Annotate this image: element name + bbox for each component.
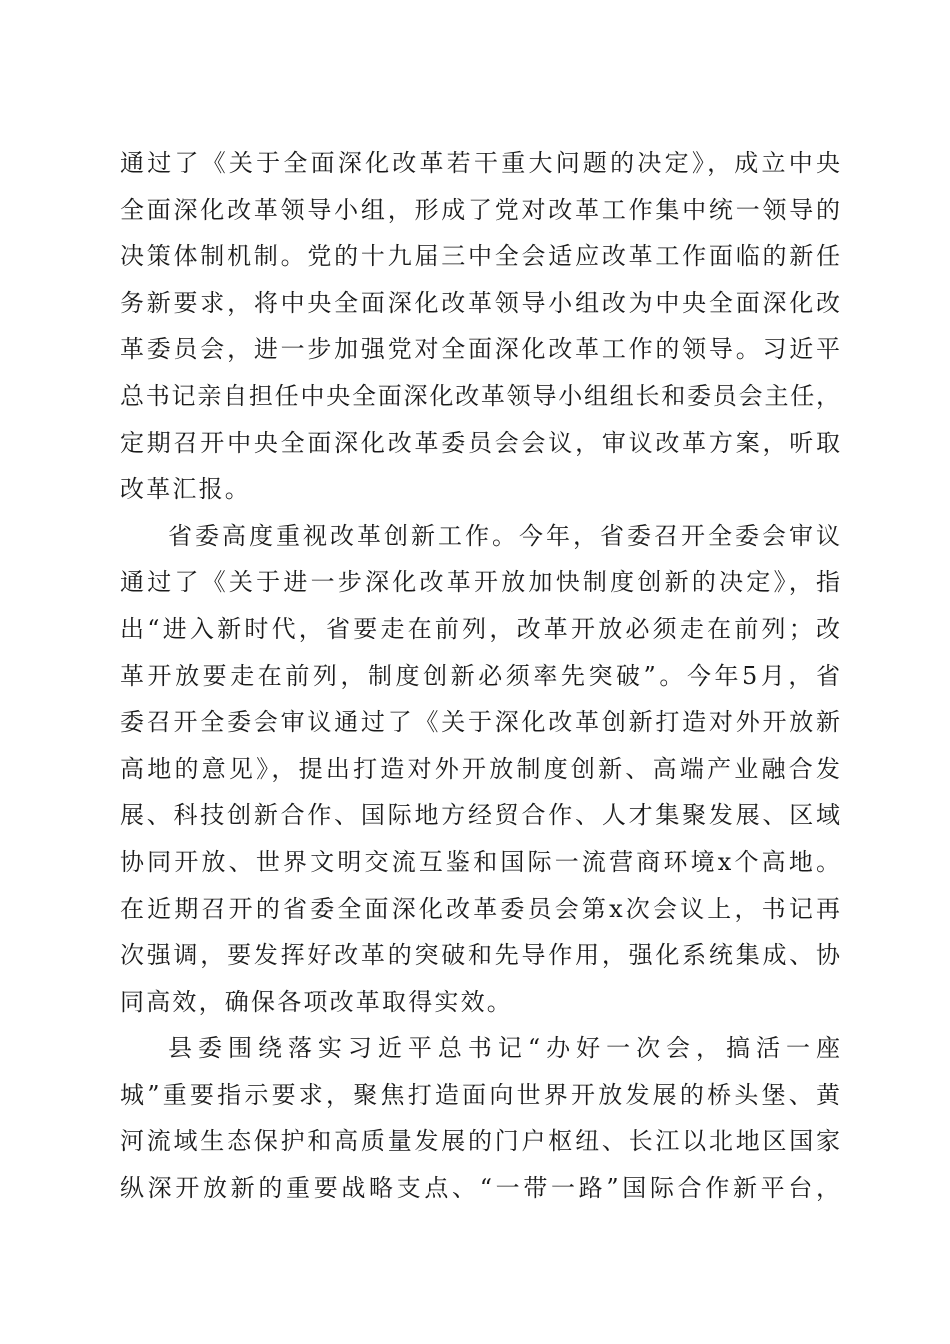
text-line: 通过了《关于进一步深化改革开放加快制度创新的决定》，指 [120,568,840,597]
text-line: 高地的意见》，提出打造对外开放制度创新、高端产业融合发 [120,754,840,783]
text-line: 展、科技创新合作、国际地方经贸合作、人才集聚发展、区域 [120,801,840,830]
body-text [120,140,840,1212]
text-line: 改革汇报。 [120,475,251,504]
text-line: 河流域生态保护和高质量发展的门户枢纽、长江以北地区国家 [120,1127,840,1156]
text-line: 协同开放、世界文明交流互鉴和国际一流营商环境x个高地。 [120,847,840,876]
text-line: 县委围绕落实习近平总书记“办好一次会，搞活一座 [168,1034,840,1063]
text-line: 务新要求，将中央全面深化改革领导小组改为中央全面深化改 [120,288,840,317]
text-line: 城”重要指示要求，聚焦打造面向世界开放发展的桥头堡、黄 [120,1080,840,1109]
text-line: 革开放要走在前列，制度创新必须率先突破”。今年5月，省 [120,661,840,690]
text-line: 决策体制机制。党的十九届三中全会适应改革工作面临的新任 [120,242,840,271]
text-line: 革委员会，进一步加强党对全面深化改革工作的领导。习近平 [120,335,840,364]
text-line: 通过了《关于全面深化改革若干重大问题的决定》，成立中央 [120,149,840,177]
text-line: 同高效，确保各项改革取得实效。 [120,987,513,1016]
text-line: 出“进入新时代，省要走在前列，改革开放必须走在前列；改 [120,614,840,643]
text-line: 次强调，要发挥好改革的突破和先导作用，强化系统集成、协 [120,941,840,970]
text-line: 省委高度重视改革创新工作。今年，省委召开全委会审议 [168,521,840,550]
text-line: 在近期召开的省委全面深化改革委员会第x次会议上，书记再 [120,894,840,923]
text-line: 定期召开中央全面深化改革委员会会议，审议改革方案，听取 [120,428,840,457]
text-line: 纵深开放新的重要战略支点、“一带一路”国际合作新平台， [120,1174,840,1203]
text-line: 总书记亲自担任中央全面深化改革领导小组组长和委员会主任， [120,381,840,410]
text-line: 全面深化改革领导小组，形成了党对改革工作集中统一领导的 [120,195,840,224]
text-line: 委召开全委会审议通过了《关于深化改革创新打造对外开放新 [120,708,840,737]
